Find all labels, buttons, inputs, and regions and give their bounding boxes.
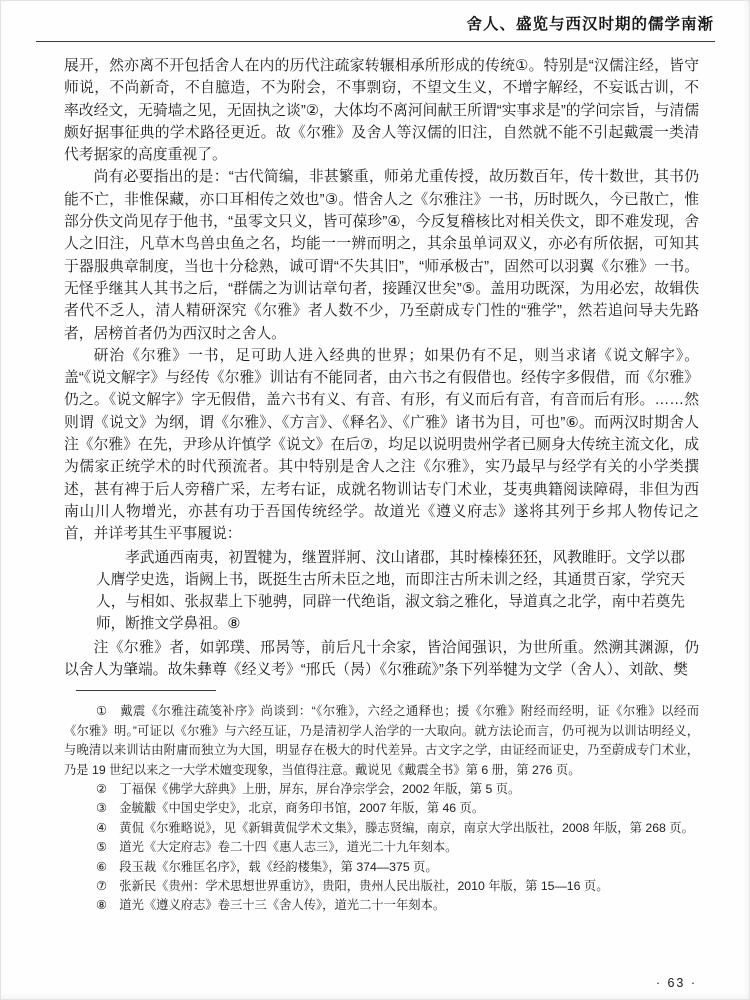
footnote-item: ⑤ 道光《大定府志》卷二十四《惠人志三》，道光二十九年刻本。 [95, 840, 458, 855]
block-quote: 孝武通西南夷，初置犍为，继置牂牁、汶山诸郡，其时榛榛狉狉，风教睢盱。文学以郡人膺学史选，诣阙上书，既挺生古所未臣之地，而即注古所未训之经，其通贯百家，学究天人，与相如、张叔辈上下驰骋，同辟一代绝诣，淑文翁之雅化，导道真之北学，南中若奠先师，断推文学鼻祖。⑧ [96, 549, 685, 633]
running-header-title: 舍人、盛览与西汉时期的儒学南渐 [466, 16, 714, 33]
body-paragraph-continuation: 展开，然亦离不开包括舍人在内的历代注疏家转辗相承所形成的传统①。特别是“汉儒注经，皆守师说，不尚新奇，不自臆造，不为附会，不事剽窃，不望文生义，不增字解经，不妄诋古训，不率改经文，无骑墙之见，无固执之谈”②，大体均不离河间献王所谓“实事求是”的学问宗旨，与清儒颇好据事征典的学术路径更近。故《尔雅》及舍人等汉儒的旧注，自然就不能不引起戴震一类清代考据家的高度重视了。 [64, 58, 699, 164]
body-paragraph: 注《尔雅》者，如郭璞、邢昺等，前后凡十余家，皆洽闻强识，为世所重。然溯其渊源，仍以舍人为肇端。故朱彝尊《经义考》“邢氏（昺）《尔雅疏》”条下列举犍为文学（舍人）、刘歆、樊 [64, 639, 699, 679]
footnotes-section [64, 690, 699, 915]
footnote-item: ⑧ 道光《遵义府志》卷三十三《舍人传》，道光二十一年刻本。 [95, 898, 446, 913]
footnote-separator-rule [76, 690, 216, 691]
body-text [64, 55, 699, 681]
body-paragraph: 尚有必要指出的是：“古代简编，非甚繁重，师弟尤重传授，故历数百年，传十数世，其书仍能不亡，非惟保藏，亦口耳相传之效也”③。惜舍人之《尔雅注》一书，历时既久，今已散亡，惟部分佚文尚见存于他书，“虽零文只义，皆可葆珍”④，今反复稽核比对相关佚文，即不难发现，舍人之旧注，凡草木鸟兽虫鱼之名，均能一一辨而明之，其余虽单词双义，亦必有所依据，可知其于器服典章制度，当也十分稔熟，诚可谓“不失其旧”，“师承极古”，固然可以羽翼《尔雅》一书。无怪乎继其人其书之后，“群儒之为训诂章句者，接踵汉世矣”⑤。盖用功既深，为用必宏，故辑佚者代不乏人，清人精研深究《尔雅》者人数不少，乃至蔚成专门性的“雅学”，然若追问导夫先路者，居榜首者仍为西汉时之舍人。 [64, 169, 699, 342]
footnote-item: ③ 金毓黻《中国史学史》，北京，商务印书馆，2007 年版，第 46 页。 [95, 801, 485, 816]
footnote-item: ① 戴震《尔雅注疏笺补序》尚谈到：“《尔雅》，六经之通释也；援《尔雅》附经而经明，证《尔雅》以经而《尔雅》明。”可证以《尔雅》与六经互证，乃是清初学人治学的一大取向。就方法论而言，仍可视为以训诂明经义，与晚清以来训诂由附庸而独立为大国，明显存在极大的时代差异。古文字之学，由证经而证史，乃至蔚成专门术业，乃是 19 世纪以来之一大学术嬗变现象，当值得注意。戴说见《戴震全书》第 6 册，第 276 页。 [64, 704, 699, 777]
body-paragraph: 研治《尔雅》一书，足可助人进入经典的世界；如果仍有不足，则当求诸《说文解字》。盖“《说文解字》与经传《尔雅》训诂有不能同者，由六书之有假借也。经传字多假借，而《尔雅》仍之。《说文解字》字无假借，盖六书有义、有音、有形，有义而后有音，有音而后有形。……然则谓《说文》为纲，谓《尔雅》、《方言》、《释名》、《广雅》诸书为目，可也”⑥。而两汉时期舍人注《尔雅》在先，尹珍从许慎学《说文》在后⑦，均足以说明贵州学者已厕身大传统主流文化，成为儒家正统学术的时代预流者。其中特别是舍人之注《尔雅》，实乃最早与经学有关的小学类撰述，甚有裨于后人旁稽广采，左考右证，成就名物训诂专门术业，芟夷典籍阅读障碍，非但为西南山川人物增光，亦甚有功于吾国传统经学。故道光《遵义府志》遂将其列于乡邦人物传记之首，并详考其生平事履说： [64, 347, 699, 543]
footnote-item: ⑦ 张新民《贵州：学术思想世界重访》，贵阳，贵州人民出版社，2010 年版，第 15—16 页。 [95, 878, 609, 893]
running-header [36, 1, 714, 34]
footnote-item: ④ 黄侃《尔雅略说》，见《新辑黄侃学术文集》，滕志贤编，南京，南京大学出版社，2008 年版，第 268 页。 [95, 820, 694, 835]
page-number: · 63 · [655, 976, 697, 990]
page-content [64, 55, 699, 916]
footnote-item: ⑥ 段玉裁《尔雅匡名序》，载《经韵楼集》，第 374—375 页。 [95, 859, 438, 874]
header-rule [36, 41, 715, 42]
footnote-item: ② 丁福保《佛学大辞典》上册，屏东，屏台净宗学会，2002 年版，第 5 页。 [95, 781, 521, 796]
